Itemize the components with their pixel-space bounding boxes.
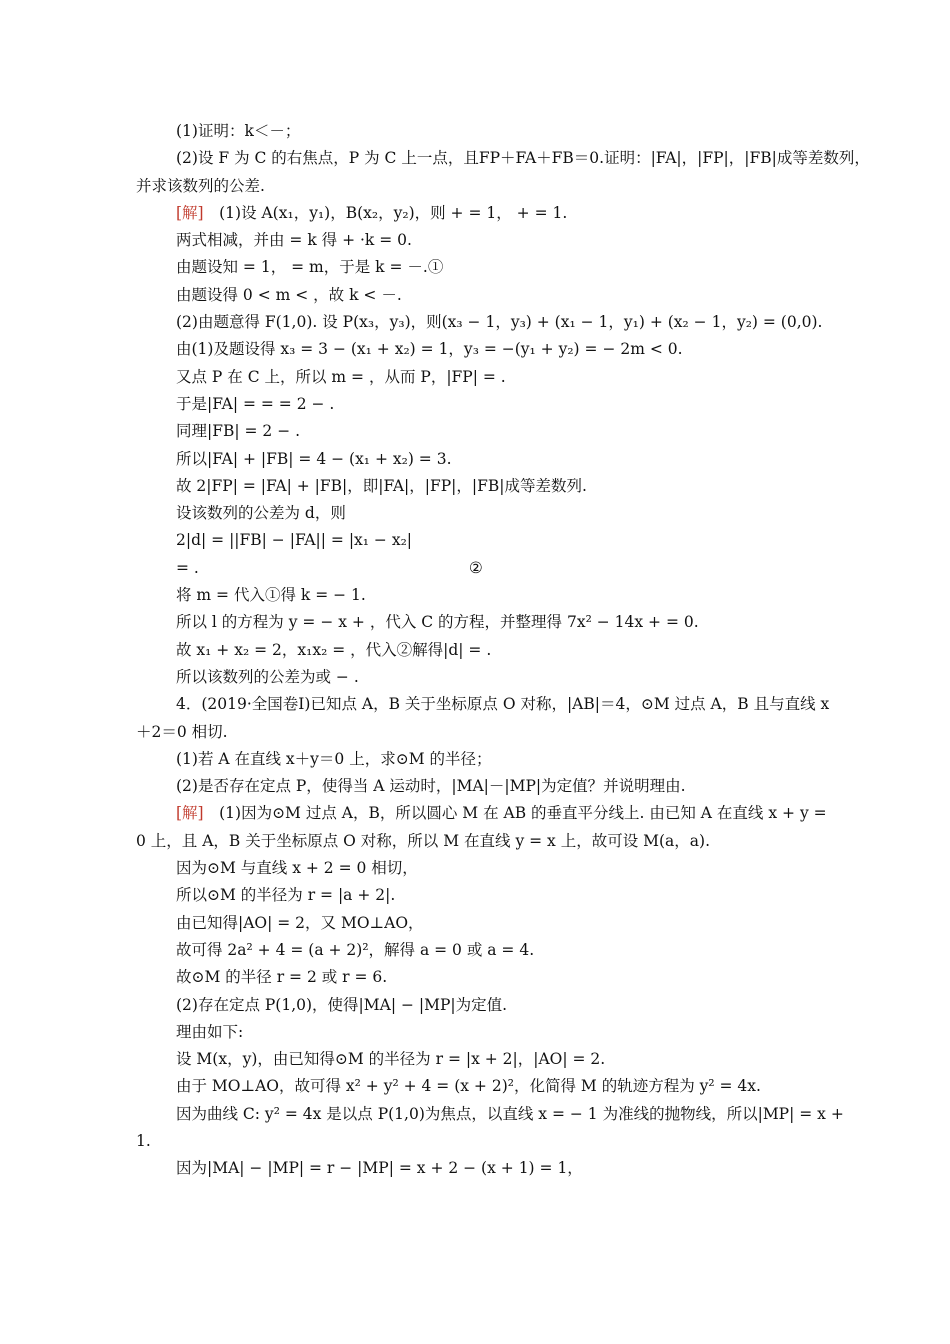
line-text: 2|d| = ||FB| − |FA|| = |x₁ − x₂| xyxy=(176,531,413,550)
line-text: 故 x₁ + x₂ = 2，x₁x₂ = ，代入②解得|d| = . xyxy=(176,640,492,659)
line-text: 所以|FA| + |FB| = 4 − (x₁ + x₂) = 3. xyxy=(176,449,452,468)
line-text: (1)证明：k＜－； xyxy=(176,122,301,140)
line-text: (1)因为⊙M 过点 A，B，所以圆心 M 在 AB 的垂直平分线上. 由已知 A 在直线 x + y = xyxy=(203,804,827,823)
text-line xyxy=(136,1073,816,1100)
line-text: ＋2＝0 相切. xyxy=(136,722,228,741)
line-text: 又点 P 在 C 上，所以 m = ，从而 P，|FP| = . xyxy=(176,367,506,386)
text-line xyxy=(136,418,816,445)
text-line xyxy=(136,882,816,909)
line-text: 设 M(x，y)，由已知得⊙M 的半径为 r = |x + 2|，|AO| = 2. xyxy=(176,1050,606,1069)
text-line xyxy=(136,336,816,363)
text-line xyxy=(136,773,816,800)
line-text: 故⊙M 的半径 r = 2 或 r = 6. xyxy=(176,968,388,987)
line-text: 因为曲线 C: y² = 4x 是以点 P(1,0)为焦点，以直线 x = − 1 为准线的抛物线，所以|MP| = x + xyxy=(176,1104,844,1123)
text-line xyxy=(136,609,816,636)
line-text: 由(1)及题设得 x₃ = 3 − (x₁ + x₂) = 1，y₃ = −(y₁ + y₂) = − 2m < 0. xyxy=(176,340,683,359)
text-line xyxy=(136,1046,816,1073)
text-line xyxy=(136,1101,844,1128)
line-text: 于是|FA| = = = 2 − . xyxy=(176,394,335,413)
equation-number: ② xyxy=(468,558,483,577)
text-line xyxy=(136,446,816,473)
text-line xyxy=(136,937,816,964)
text-line xyxy=(136,719,816,746)
line-text: 因为|MA| − |MP| = r − |MP| = x + 2 − (x + 1) = 1， xyxy=(176,1159,583,1178)
line-text: 理由如下: xyxy=(176,1022,244,1041)
line-text: (1)设 A(x₁，y₁)，B(x₂，y₂)，则 + = 1， + = 1. xyxy=(203,203,568,222)
line-text: (2)是否存在定点 P，使得当 A 运动时，|MA|－|MP|为定值？并说明理由. xyxy=(176,777,686,796)
text-line xyxy=(136,118,816,145)
text-line xyxy=(136,555,816,582)
text-line xyxy=(136,746,816,773)
line-text: 所以该数列的公差为或 − . xyxy=(176,667,359,686)
line-text: (2)由题意得 F(1,0). 设 P(x₃，y₃)，则(x₃ − 1，y₃) + (x₁ − 1，y₁) + (x₂ − 1，y₂) = (0,0). xyxy=(176,313,823,332)
line-text: 因为⊙M 与直线 x + 2 = 0 相切， xyxy=(176,859,418,878)
text-line xyxy=(136,500,816,527)
text-line xyxy=(136,800,827,827)
text-line xyxy=(136,664,816,691)
text-line xyxy=(136,254,816,281)
line-text: 由于 MO⊥AO，故可得 x² + y² + 4 = (x + 2)²，化简得 M 的轨迹方程为 y² = 4x. xyxy=(176,1077,761,1096)
text-line xyxy=(136,1128,816,1155)
line-text: 4．(2019·全国卷Ⅰ)已知点 A，B 关于坐标原点 O 对称，|AB|＝4，⊙M 过点 A，B 且与直线 x xyxy=(176,695,830,714)
solution-tag: [解] xyxy=(176,804,204,823)
solution-tag: [解] xyxy=(176,203,204,222)
line-text: 两式相减，并由 = k 得 + ·k = 0. xyxy=(176,231,412,250)
line-text: 故可得 2a² + 4 = (a + 2)²，解得 a = 0 或 a = 4. xyxy=(176,940,535,959)
text-line xyxy=(136,992,816,1019)
line-text: 将 m = 代入①得 k = − 1. xyxy=(176,586,366,605)
text-line xyxy=(136,964,816,991)
text-line xyxy=(136,227,816,254)
text-line xyxy=(136,173,816,200)
line-text: 故 2|FP| = |FA| + |FB|，即|FA|，|FP|，|FB|成等差数列. xyxy=(176,476,587,495)
line-text: 1. xyxy=(136,1131,151,1150)
line-text: 同理|FB| = 2 − . xyxy=(176,422,301,441)
text-line xyxy=(136,910,816,937)
text-line xyxy=(136,527,816,554)
text-line xyxy=(136,691,830,718)
line-text: 设该数列的公差为 d，则 xyxy=(176,504,346,523)
line-text: = . xyxy=(176,558,199,577)
line-text: 并求该数列的公差. xyxy=(136,176,265,195)
line-text: 由题设知 = 1， = m，于是 k = －.① xyxy=(176,258,444,277)
line-text: 由题设得 0 < m < ，故 k < －. xyxy=(176,285,402,304)
text-line xyxy=(136,200,816,227)
line-text: 0 上，且 A，B 关于坐标原点 O 对称，所以 M 在直线 y = x 上，故可设 M(a，a). xyxy=(136,831,711,850)
text-line xyxy=(136,1019,816,1046)
text-line xyxy=(136,282,816,309)
text-line xyxy=(136,637,816,664)
text-line xyxy=(136,582,816,609)
text-line xyxy=(136,1155,816,1182)
line-text: 由已知得|AO| = 2，又 MO⊥AO， xyxy=(176,913,424,932)
document-body xyxy=(136,118,870,1183)
text-line xyxy=(136,364,816,391)
line-text: (2)存在定点 P(1,0)，使得|MA| − |MP|为定值. xyxy=(176,995,508,1014)
line-text: (2)设 F 为 C 的右焦点，P 为 C 上一点，且FP＋FA＋FB＝0.证明：|FA|，|FP|，|FB|成等差数列， xyxy=(176,149,870,168)
line-text: 所以 l 的方程为 y = − x + ，代入 C 的方程，并整理得 7x² − 14x + = 0. xyxy=(176,613,699,632)
text-line xyxy=(136,473,816,500)
line-text: (1)若 A 在直线 x＋y＝0 上，求⊙M 的半径； xyxy=(176,749,492,768)
text-line xyxy=(136,145,870,172)
line-text: 所以⊙M 的半径为 r = |a + 2|. xyxy=(176,886,396,905)
text-line xyxy=(136,309,823,336)
text-line xyxy=(136,828,816,855)
text-line xyxy=(136,855,816,882)
text-line xyxy=(136,391,816,418)
